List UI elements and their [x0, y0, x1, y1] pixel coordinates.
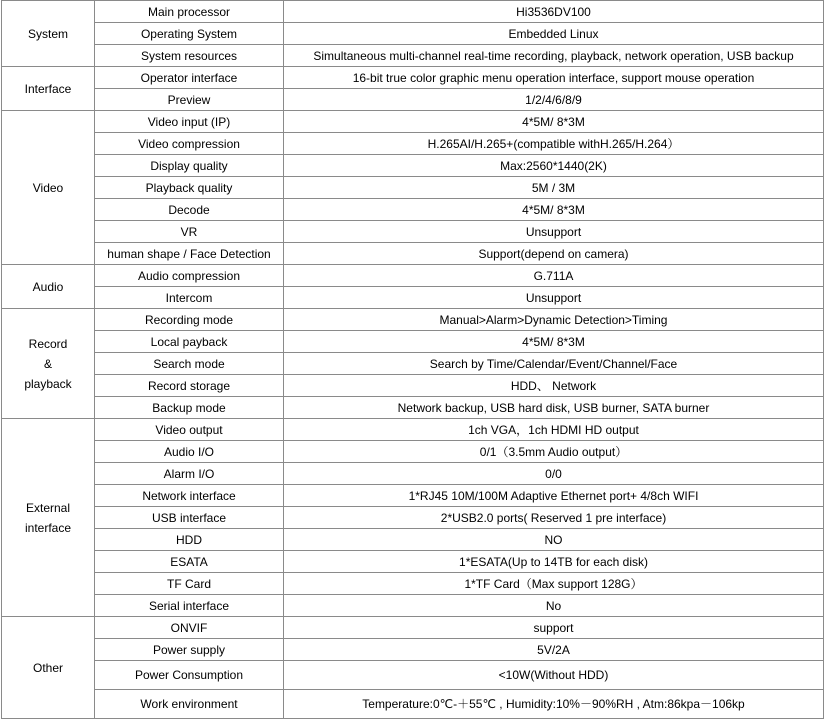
spec-item-value: NO	[284, 529, 824, 551]
spec-row	[2, 309, 824, 331]
spec-item-label: Video input (IP)	[95, 111, 284, 133]
spec-row	[2, 287, 824, 309]
category-cell	[2, 419, 95, 617]
spec-item-value: <10W(Without HDD)	[284, 661, 824, 690]
spec-item-value: 16-bit true color graphic menu operation interface, support mouse operation	[284, 67, 824, 89]
spec-row	[2, 573, 824, 595]
spec-item-value: 1*TF Card（Max support 128G）	[284, 573, 824, 595]
spec-row	[2, 89, 824, 111]
spec-item-value: Search by Time/Calendar/Event/Channel/Face	[284, 353, 824, 375]
spec-row	[2, 133, 824, 155]
spec-item-label: Serial interface	[95, 595, 284, 617]
spec-item-label: ONVIF	[95, 617, 284, 639]
spec-row	[2, 661, 824, 690]
spec-item-label: System resources	[95, 45, 284, 67]
spec-row	[2, 111, 824, 133]
category-cell: Video	[2, 111, 95, 265]
spec-item-label: Local payback	[95, 331, 284, 353]
spec-row	[2, 331, 824, 353]
spec-item-label: Alarm I/O	[95, 463, 284, 485]
spec-row	[2, 441, 824, 463]
spec-table-body	[2, 1, 824, 719]
spec-row	[2, 177, 824, 199]
spec-row	[2, 463, 824, 485]
spec-item-label: Power Consumption	[95, 661, 284, 690]
spec-item-value: G.711A	[284, 265, 824, 287]
spec-item-value: 0/0	[284, 463, 824, 485]
spec-row	[2, 243, 824, 265]
spec-row	[2, 221, 824, 243]
category-label-line: Record	[28, 336, 68, 351]
spec-item-label: TF Card	[95, 573, 284, 595]
spec-item-value: Temperature:0℃-＋55℃ , Humidity:10%－90%RH , Atm:86kpa－106kp	[284, 690, 824, 719]
spec-item-value: Manual>Alarm>Dynamic Detection>Timing	[284, 309, 824, 331]
spec-row	[2, 23, 824, 45]
spec-item-value: Unsupport	[284, 221, 824, 243]
spec-item-label: Playback quality	[95, 177, 284, 199]
spec-item-value: Network backup, USB hard disk, USB burner, SATA burner	[284, 397, 824, 419]
spec-row	[2, 1, 824, 23]
category-label-line: interface	[24, 520, 72, 535]
spec-row	[2, 419, 824, 441]
spec-item-value: 5M / 3M	[284, 177, 824, 199]
spec-item-value: Unsupport	[284, 287, 824, 309]
spec-item-label: Video output	[95, 419, 284, 441]
spec-row	[2, 690, 824, 719]
spec-item-label: Intercom	[95, 287, 284, 309]
spec-item-label: Network interface	[95, 485, 284, 507]
category-cell: System	[2, 1, 95, 67]
spec-row	[2, 353, 824, 375]
spec-item-label: human shape / Face Detection	[95, 243, 284, 265]
spec-item-value: Max:2560*1440(2K)	[284, 155, 824, 177]
spec-item-label: Work environment	[95, 690, 284, 719]
spec-item-value: No	[284, 595, 824, 617]
spec-item-value: Embedded Linux	[284, 23, 824, 45]
category-cell: Other	[2, 617, 95, 719]
category-cell: Interface	[2, 67, 95, 111]
spec-item-label: Operating System	[95, 23, 284, 45]
spec-table	[1, 0, 824, 719]
spec-item-label: Audio compression	[95, 265, 284, 287]
spec-item-label: Display quality	[95, 155, 284, 177]
category-label-line: playback	[24, 376, 72, 391]
spec-item-value: 0/1（3.5mm Audio output）	[284, 441, 824, 463]
spec-row	[2, 397, 824, 419]
spec-row	[2, 155, 824, 177]
category-cell: Audio	[2, 265, 95, 309]
spec-row	[2, 595, 824, 617]
spec-row	[2, 639, 824, 661]
spec-item-value: 1/2/4/6/8/9	[284, 89, 824, 111]
spec-row	[2, 199, 824, 221]
spec-row	[2, 551, 824, 573]
spec-item-value: Hi3536DV100	[284, 1, 824, 23]
category-label-line: &	[43, 356, 52, 371]
spec-item-label: Record storage	[95, 375, 284, 397]
spec-item-value: 2*USB2.0 ports( Reserved 1 pre interface)	[284, 507, 824, 529]
spec-item-value: H.265AI/H.265+(compatible withH.265/H.264）	[284, 133, 824, 155]
spec-row	[2, 67, 824, 89]
spec-item-label: Operator interface	[95, 67, 284, 89]
spec-item-label: Search mode	[95, 353, 284, 375]
spec-item-label: Video compression	[95, 133, 284, 155]
spec-item-label: Main processor	[95, 1, 284, 23]
spec-item-value: 4*5M/ 8*3M	[284, 199, 824, 221]
spec-item-label: USB interface	[95, 507, 284, 529]
spec-row	[2, 45, 824, 67]
spec-item-label: VR	[95, 221, 284, 243]
spec-row	[2, 507, 824, 529]
spec-item-value: 4*5M/ 8*3M	[284, 331, 824, 353]
category-label-line: External	[25, 500, 71, 515]
spec-item-value: support	[284, 617, 824, 639]
spec-item-label: Preview	[95, 89, 284, 111]
spec-item-label: Audio I/O	[95, 441, 284, 463]
spec-item-label: Decode	[95, 199, 284, 221]
spec-item-value: HDD、 Network	[284, 375, 824, 397]
spec-item-label: ESATA	[95, 551, 284, 573]
spec-item-value: 5V/2A	[284, 639, 824, 661]
spec-item-value: 1ch VGA，1ch HDMI HD output	[284, 419, 824, 441]
spec-item-label: HDD	[95, 529, 284, 551]
spec-row	[2, 529, 824, 551]
spec-item-label: Backup mode	[95, 397, 284, 419]
spec-row	[2, 375, 824, 397]
spec-item-value: Simultaneous multi-channel real-time recording, playback, network operation, USB backup	[284, 45, 824, 67]
spec-item-value: 1*RJ45 10M/100M Adaptive Ethernet port+ 4/8ch WIFI	[284, 485, 824, 507]
spec-item-value: 1*ESATA(Up to 14TB for each disk)	[284, 551, 824, 573]
spec-row	[2, 617, 824, 639]
spec-item-label: Power supply	[95, 639, 284, 661]
spec-item-value: 4*5M/ 8*3M	[284, 111, 824, 133]
category-cell	[2, 309, 95, 419]
spec-item-label: Recording mode	[95, 309, 284, 331]
spec-row	[2, 265, 824, 287]
spec-item-value: Support(depend on camera)	[284, 243, 824, 265]
spec-row	[2, 485, 824, 507]
